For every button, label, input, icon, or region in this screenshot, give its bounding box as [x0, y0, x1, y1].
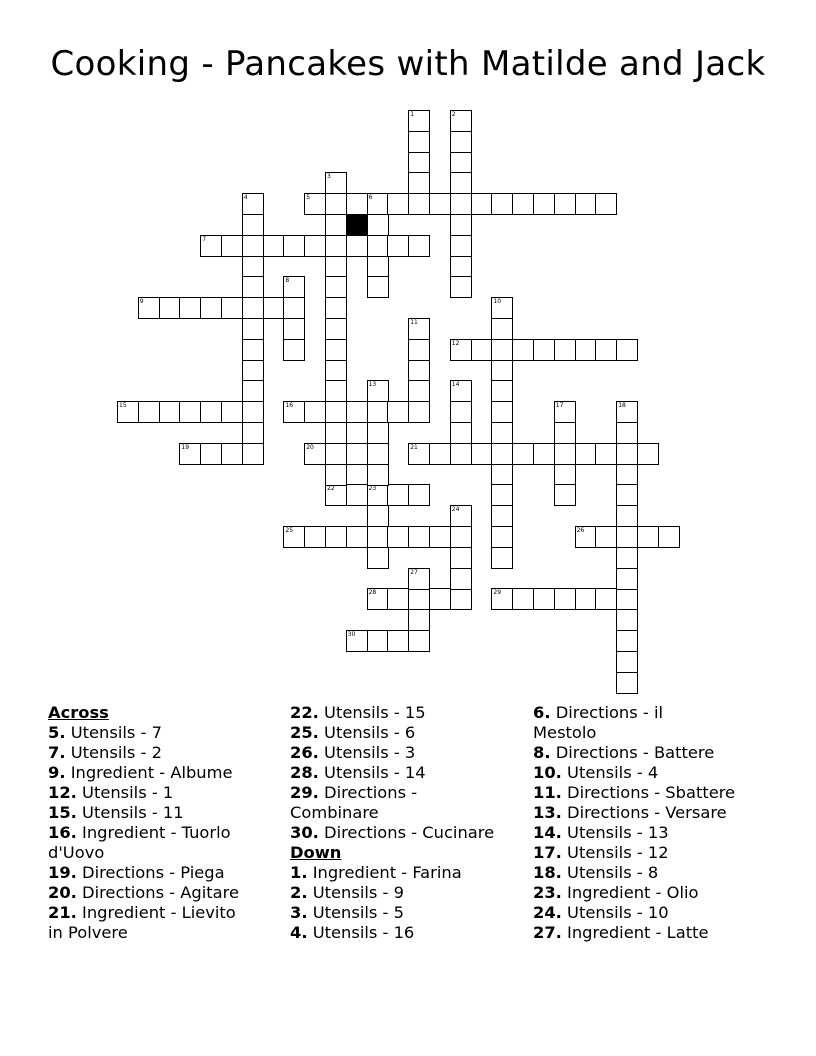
clue-down-1: 1. Ingredient - Farina [290, 863, 462, 882]
clue-across-21: 21. Ingredient - Lievito in Polvere [48, 903, 236, 942]
grid-cell[interactable] [491, 526, 513, 548]
grid-cell[interactable] [491, 464, 513, 486]
grid-cell[interactable] [658, 526, 680, 548]
grid-cell[interactable] [325, 464, 347, 486]
grid-cell[interactable] [325, 235, 347, 257]
grid-cell[interactable] [283, 339, 305, 361]
grid-cell[interactable] [450, 422, 472, 444]
grid-cell[interactable] [325, 339, 347, 361]
clue-down-13: 13. Directions - Versare [533, 803, 727, 822]
grid-cell[interactable] [221, 443, 243, 465]
grid-cell[interactable] [450, 235, 472, 257]
grid-cell[interactable] [367, 505, 389, 527]
clue-number-label: 9 [139, 298, 144, 306]
grid-cell[interactable] [616, 526, 638, 548]
grid-cell[interactable] [491, 193, 513, 215]
grid-cell[interactable] [221, 401, 243, 423]
grid-cell[interactable] [408, 380, 430, 402]
grid-cell[interactable] [242, 297, 264, 319]
grid-cell[interactable] [575, 443, 597, 465]
clue-down-8: 8. Directions - Battere [533, 743, 715, 762]
grid-cell[interactable] [616, 422, 638, 444]
clue-number-label: 7 [202, 235, 207, 243]
grid-cell[interactable] [346, 235, 368, 257]
clue-number-label: 14 [451, 381, 460, 389]
clue-down-27: 27. Ingredient - Latte [533, 923, 709, 942]
grid-cell[interactable] [159, 297, 181, 319]
grid-cell[interactable] [304, 235, 326, 257]
grid-cell[interactable] [554, 422, 576, 444]
grid-cell[interactable] [595, 588, 617, 610]
clue-across-26: 26. Utensils - 3 [290, 743, 416, 762]
grid-cell[interactable] [263, 297, 285, 319]
grid-cell[interactable] [616, 464, 638, 486]
grid-cell[interactable] [325, 360, 347, 382]
grid-cell[interactable] [512, 339, 534, 361]
grid-cell[interactable] [242, 256, 264, 278]
grid-cell[interactable] [429, 193, 451, 215]
grid-cell[interactable] [616, 651, 638, 673]
grid-cell[interactable] [491, 401, 513, 423]
clues-column-2 [290, 703, 494, 943]
grid-cell[interactable] [325, 318, 347, 340]
clue-down-24: 24. Utensils - 10 [533, 903, 669, 922]
clue-down-23: 23. Ingredient - Olio [533, 883, 699, 902]
grid-cell[interactable] [408, 588, 430, 610]
grid-cell[interactable] [554, 443, 576, 465]
grid-cell[interactable] [221, 297, 243, 319]
grid-cell[interactable] [616, 672, 638, 694]
grid-cell[interactable] [242, 214, 264, 236]
grid-cell[interactable] [471, 339, 493, 361]
grid-cell[interactable] [595, 193, 617, 215]
clue-across-12: 12. Utensils - 1 [48, 783, 174, 802]
clue-across-29: 29. Directions - Combinare [290, 783, 418, 822]
grid-cell[interactable] [408, 152, 430, 174]
grid-cell[interactable] [346, 401, 368, 423]
grid-cell[interactable] [554, 484, 576, 506]
clue-across-28: 28. Utensils - 14 [290, 763, 426, 782]
clue-number-label: 6 [368, 194, 373, 202]
grid-cell[interactable] [387, 193, 409, 215]
grid-cell[interactable] [491, 505, 513, 527]
clue-down-2: 2. Utensils - 9 [290, 883, 404, 902]
grid-cell[interactable] [367, 276, 389, 298]
grid-cell[interactable] [491, 484, 513, 506]
grid-cell[interactable] [304, 526, 326, 548]
grid-cell[interactable] [367, 464, 389, 486]
clue-number-label: 13 [368, 381, 377, 389]
grid-cell[interactable] [450, 214, 472, 236]
grid-cell[interactable] [325, 380, 347, 402]
across-heading: Across [48, 703, 109, 722]
down-heading: Down [290, 843, 342, 862]
grid-cell[interactable] [325, 297, 347, 319]
clue-number-label: 4 [243, 194, 248, 202]
clue-down-6: 6. Directions - il Mestolo [533, 703, 664, 742]
grid-cell[interactable] [200, 401, 222, 423]
grid-cell[interactable] [325, 526, 347, 548]
clue-number-label: 17 [555, 402, 564, 410]
grid-cell[interactable] [616, 339, 638, 361]
grid-cell[interactable] [387, 484, 409, 506]
grid-cell[interactable] [616, 547, 638, 569]
grid-cell[interactable] [367, 422, 389, 444]
clue-across-20: 20. Directions - Agitare [48, 883, 240, 902]
grid-cell[interactable] [616, 588, 638, 610]
grid-cell[interactable] [242, 235, 264, 257]
clue-number-label: 29 [493, 589, 502, 597]
grid-cell[interactable] [408, 193, 430, 215]
grid-cell[interactable] [429, 443, 451, 465]
grid-cell[interactable] [616, 443, 638, 465]
clue-number-label: 28 [368, 589, 377, 597]
grid-cell[interactable] [242, 339, 264, 361]
grid-cell[interactable] [616, 609, 638, 631]
clue-down-4: 4. Utensils - 16 [290, 923, 415, 942]
grid-cell[interactable] [242, 422, 264, 444]
grid-cell[interactable] [554, 193, 576, 215]
clue-number-label: 25 [285, 527, 294, 534]
grid-cell[interactable] [221, 235, 243, 257]
grid-cell[interactable] [283, 297, 305, 319]
grid-cell[interactable] [575, 588, 597, 610]
grid-cell[interactable] [242, 276, 264, 298]
grid-cell[interactable] [471, 193, 493, 215]
clue-down-17: 17. Utensils - 12 [533, 843, 669, 862]
grid-cell[interactable] [367, 443, 389, 465]
clue-across-5: 5. Utensils - 7 [48, 723, 162, 742]
grid-cell[interactable] [616, 568, 638, 590]
grid-cell[interactable] [367, 256, 389, 278]
clue-number-label: 3 [327, 173, 331, 181]
grid-cell[interactable] [491, 422, 513, 444]
grid-cell[interactable] [408, 339, 430, 361]
grid-cell[interactable] [242, 318, 264, 340]
grid-cell[interactable] [512, 193, 534, 215]
black-cell [346, 214, 368, 236]
grid-cell[interactable] [179, 401, 201, 423]
grid-cell[interactable] [159, 401, 181, 423]
clue-number-label: 8 [285, 277, 290, 285]
grid-cell[interactable] [283, 235, 305, 257]
grid-cell[interactable] [429, 588, 451, 610]
grid-cell[interactable] [616, 630, 638, 652]
grid-cell[interactable] [367, 630, 389, 652]
grid-cell[interactable] [491, 380, 513, 402]
clues-column-1 [48, 703, 239, 943]
clue-number-label: 12 [451, 339, 460, 347]
clue-number-label: 24 [451, 506, 460, 514]
grid-cell[interactable] [325, 214, 347, 236]
clue-across-7: 7. Utensils - 2 [48, 743, 162, 762]
grid-cell[interactable] [491, 360, 513, 382]
grid-cell[interactable] [325, 443, 347, 465]
grid-cell[interactable] [450, 588, 472, 610]
grid-cell[interactable] [554, 588, 576, 610]
grid-cell[interactable] [512, 588, 534, 610]
grid-cell[interactable] [491, 443, 513, 465]
grid-cell[interactable] [408, 526, 430, 548]
clue-down-3: 3. Utensils - 5 [290, 903, 404, 922]
grid-cell[interactable] [387, 526, 409, 548]
grid-cell[interactable] [616, 484, 638, 506]
clue-number-label: 15 [119, 402, 127, 410]
grid-cell[interactable] [387, 588, 409, 610]
clue-number-label: 26 [576, 527, 585, 534]
grid-cell[interactable] [325, 422, 347, 444]
grid-cell[interactable] [575, 193, 597, 215]
grid-cell[interactable] [242, 380, 264, 402]
grid-cell[interactable] [304, 401, 326, 423]
grid-cell[interactable] [637, 443, 659, 465]
clue-across-22: 22. Utensils - 15 [290, 703, 426, 722]
grid-cell[interactable] [367, 235, 389, 257]
clue-number-label: 10 [493, 298, 502, 306]
clues-column-3 [533, 703, 735, 943]
clue-down-14: 14. Utensils - 13 [533, 823, 669, 842]
grid-cell[interactable] [595, 443, 617, 465]
grid-cell[interactable] [554, 464, 576, 486]
clue-across-9: 9. Ingredient - Albume [48, 763, 233, 782]
grid-cell[interactable] [346, 443, 368, 465]
grid-cell[interactable] [242, 360, 264, 382]
clue-number-label: 20 [306, 443, 314, 451]
grid-cell[interactable] [554, 339, 576, 361]
clue-across-19: 19. Directions - Piega [48, 863, 225, 882]
grid-cell[interactable] [263, 235, 285, 257]
grid-cell[interactable] [450, 547, 472, 569]
grid-cell[interactable] [450, 152, 472, 174]
grid-cell[interactable] [408, 609, 430, 631]
clue-down-11: 11. Directions - Sbattere [533, 783, 736, 802]
grid-cell[interactable] [512, 443, 534, 465]
grid-cell[interactable] [595, 526, 617, 548]
clue-across-30: 30. Directions - Cucinare [290, 823, 495, 842]
grid-cell[interactable] [387, 235, 409, 257]
grid-cell[interactable] [408, 630, 430, 652]
grid-cell[interactable] [200, 443, 222, 465]
grid-cell[interactable] [450, 568, 472, 590]
grid-cell[interactable] [575, 339, 597, 361]
grid-cell[interactable] [408, 401, 430, 423]
grid-cell[interactable] [471, 443, 493, 465]
clue-number-label: 22 [327, 485, 335, 493]
grid-cell[interactable] [387, 630, 409, 652]
page-title: Cooking - Pancakes with Matilde and Jack [50, 44, 766, 84]
grid-cell[interactable] [242, 401, 264, 423]
grid-cell[interactable] [491, 318, 513, 340]
grid-cell[interactable] [491, 339, 513, 361]
clue-across-16: 16. Ingredient - Tuorlo d'Uovo [48, 823, 231, 862]
grid-cell[interactable] [637, 526, 659, 548]
grid-cell[interactable] [616, 505, 638, 527]
clue-number-label: 23 [368, 485, 377, 493]
grid-cell[interactable] [367, 401, 389, 423]
grid-cell[interactable] [325, 276, 347, 298]
grid-cell[interactable] [491, 547, 513, 569]
clue-number-label: 2 [451, 111, 456, 118]
grid-cell[interactable] [367, 526, 389, 548]
grid-cell[interactable] [200, 297, 222, 319]
grid-cell[interactable] [408, 172, 430, 194]
grid-cell[interactable] [450, 443, 472, 465]
grid-cell[interactable] [367, 214, 389, 236]
clue-down-10: 10. Utensils - 4 [533, 763, 659, 782]
grid-cell[interactable] [138, 401, 160, 423]
grid-cell[interactable] [408, 235, 430, 257]
grid-cell[interactable] [450, 172, 472, 194]
grid-cell[interactable] [533, 443, 555, 465]
grid-cell[interactable] [408, 484, 430, 506]
clue-number-label: 19 [181, 443, 190, 451]
grid-cell[interactable] [429, 526, 451, 548]
clue-number-label: 21 [410, 443, 418, 451]
grid-cell[interactable] [533, 193, 555, 215]
grid-cell[interactable] [450, 276, 472, 298]
clue-across-25: 25. Utensils - 6 [290, 723, 416, 742]
grid-cell[interactable] [533, 588, 555, 610]
clue-number-label: 18 [618, 402, 626, 410]
grid-cell[interactable] [450, 193, 472, 215]
grid-cell[interactable] [595, 339, 617, 361]
grid-cell[interactable] [346, 526, 368, 548]
clue-number-label: 1 [410, 111, 415, 118]
grid-cell[interactable] [408, 360, 430, 382]
grid-cell[interactable] [346, 193, 368, 215]
grid-cell[interactable] [346, 484, 368, 506]
grid-cell[interactable] [325, 256, 347, 278]
clue-number-label: 5 [306, 194, 311, 202]
grid-cell[interactable] [387, 401, 409, 423]
grid-cell[interactable] [408, 131, 430, 153]
clue-number-label: 11 [410, 319, 418, 326]
grid-cell[interactable] [325, 401, 347, 423]
clue-number-label: 30 [347, 631, 356, 638]
grid-cell[interactable] [450, 131, 472, 153]
grid-cell[interactable] [533, 339, 555, 361]
grid-cell[interactable] [179, 297, 201, 319]
clue-across-15: 15. Utensils - 11 [48, 803, 184, 822]
clue-down-18: 18. Utensils - 8 [533, 863, 659, 882]
grid-cell[interactable] [242, 443, 264, 465]
clue-number-label: 16 [285, 402, 294, 410]
grid-cell[interactable] [283, 318, 305, 340]
grid-cell[interactable] [325, 193, 347, 215]
grid-cell[interactable] [367, 547, 389, 569]
grid-cell[interactable] [450, 401, 472, 423]
grid-cell[interactable] [450, 256, 472, 278]
grid-cell[interactable] [450, 526, 472, 548]
clue-number-label: 27 [410, 568, 418, 576]
